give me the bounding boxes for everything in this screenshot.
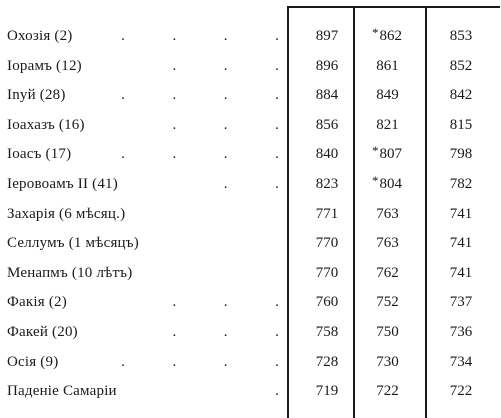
table-body — [0, 23, 501, 408]
leader-dots: . . — [223, 175, 279, 192]
year-value: 750 — [376, 323, 399, 340]
king-name: Іеровоамъ II (41) — [7, 175, 118, 192]
year-column-2 — [357, 383, 417, 400]
year-column-1: 770 — [315, 264, 339, 281]
year-column-2 — [357, 206, 417, 223]
table-top-rule — [288, 6, 500, 8]
year-column-3: 736 — [449, 323, 473, 340]
year-value: 722 — [376, 383, 399, 400]
year-column-3: 741 — [449, 264, 473, 281]
table-row — [0, 378, 501, 408]
year-column-2 — [357, 87, 417, 104]
year-column-2 — [357, 117, 417, 134]
year-column-1: 840 — [315, 146, 339, 163]
year-column-1: 770 — [315, 235, 339, 252]
year-column-1: 771 — [315, 205, 339, 222]
year-value: 861 — [376, 57, 399, 74]
table-row — [0, 171, 501, 201]
year-value: 763 — [376, 235, 399, 252]
king-name: Менапмъ (10 лѣтъ) — [7, 264, 133, 281]
leader-dots: . . . . — [121, 353, 279, 370]
year-column-2 — [357, 58, 417, 75]
year-column-2 — [357, 294, 417, 311]
year-value: 763 — [376, 205, 399, 222]
table-row — [0, 349, 501, 379]
leader-dots: . . . — [172, 294, 279, 311]
king-name: Іnуй (28) — [7, 87, 66, 104]
year-column-1: 719 — [315, 383, 339, 400]
table-row — [0, 112, 501, 142]
year-column-3: 842 — [449, 87, 473, 104]
year-value: 804 — [379, 175, 402, 192]
year-column-1: 884 — [315, 87, 339, 104]
year-column-1: 823 — [315, 175, 339, 192]
asterisk-mark: * — [372, 143, 379, 159]
year-value: 862 — [379, 28, 402, 44]
king-name: Захарія (6 мѣсяц.) — [7, 205, 126, 222]
year-column-3: 852 — [449, 57, 473, 74]
year-value: 762 — [376, 264, 399, 281]
year-column-3: 741 — [449, 205, 473, 222]
table-row — [0, 289, 501, 319]
year-column-3: 737 — [449, 294, 473, 311]
year-value: 849 — [376, 87, 399, 104]
year-column-3: 741 — [449, 235, 473, 252]
king-name: Охозія (2) — [7, 28, 73, 44]
year-value: 821 — [376, 116, 399, 133]
year-column-2 — [357, 143, 417, 163]
king-name: Іоасъ (17) — [7, 146, 72, 163]
king-name: Іоахазъ (16) — [7, 116, 85, 133]
year-column-2 — [357, 324, 417, 341]
king-name: Осія (9) — [7, 353, 59, 370]
year-value: 752 — [376, 294, 399, 311]
table-row — [0, 82, 501, 112]
year-value: 730 — [376, 353, 399, 370]
year-column-1: 896 — [315, 57, 339, 74]
year-column-3: 798 — [449, 146, 473, 163]
table-row — [0, 230, 501, 260]
year-column-3: 782 — [449, 175, 473, 192]
king-name: Факей (20) — [7, 323, 78, 340]
year-column-1: 728 — [315, 353, 339, 370]
leader-dots: . . . . — [121, 87, 279, 104]
table-row — [0, 319, 501, 349]
king-name: Факія (2) — [7, 294, 67, 311]
leader-dots: . . . — [172, 116, 279, 133]
leader-dots: . . . . — [121, 146, 279, 163]
king-name: Селлумъ (1 мѣсяцъ) — [7, 235, 139, 252]
year-column-1: 897 — [315, 28, 339, 44]
year-column-2 — [357, 172, 417, 193]
table-row — [0, 260, 501, 290]
year-column-2 — [357, 354, 417, 371]
table-row — [0, 201, 501, 231]
year-column-3: 853 — [449, 28, 473, 44]
leader-dots: . — [275, 383, 279, 400]
asterisk-mark: * — [372, 172, 379, 188]
table-row — [0, 141, 501, 171]
leader-dots: . . . . — [121, 28, 279, 44]
king-name: Іорамъ (12) — [7, 57, 82, 74]
king-name: Паденіе Самаріи — [7, 383, 117, 400]
year-column-1: 856 — [315, 116, 339, 133]
table-row — [0, 23, 501, 53]
year-column-3: 722 — [449, 383, 473, 400]
year-column-3: 734 — [449, 353, 473, 370]
table-row — [0, 53, 501, 83]
year-column-1: 758 — [315, 323, 339, 340]
year-column-3: 815 — [449, 116, 473, 133]
leader-dots: . . . — [172, 57, 279, 74]
year-column-2 — [357, 265, 417, 282]
year-column-1: 760 — [315, 294, 339, 311]
year-column-2 — [357, 25, 417, 45]
leader-dots: . . . — [172, 323, 279, 340]
year-column-2 — [357, 235, 417, 252]
year-value: 807 — [379, 146, 402, 163]
asterisk-mark: * — [372, 25, 379, 40]
